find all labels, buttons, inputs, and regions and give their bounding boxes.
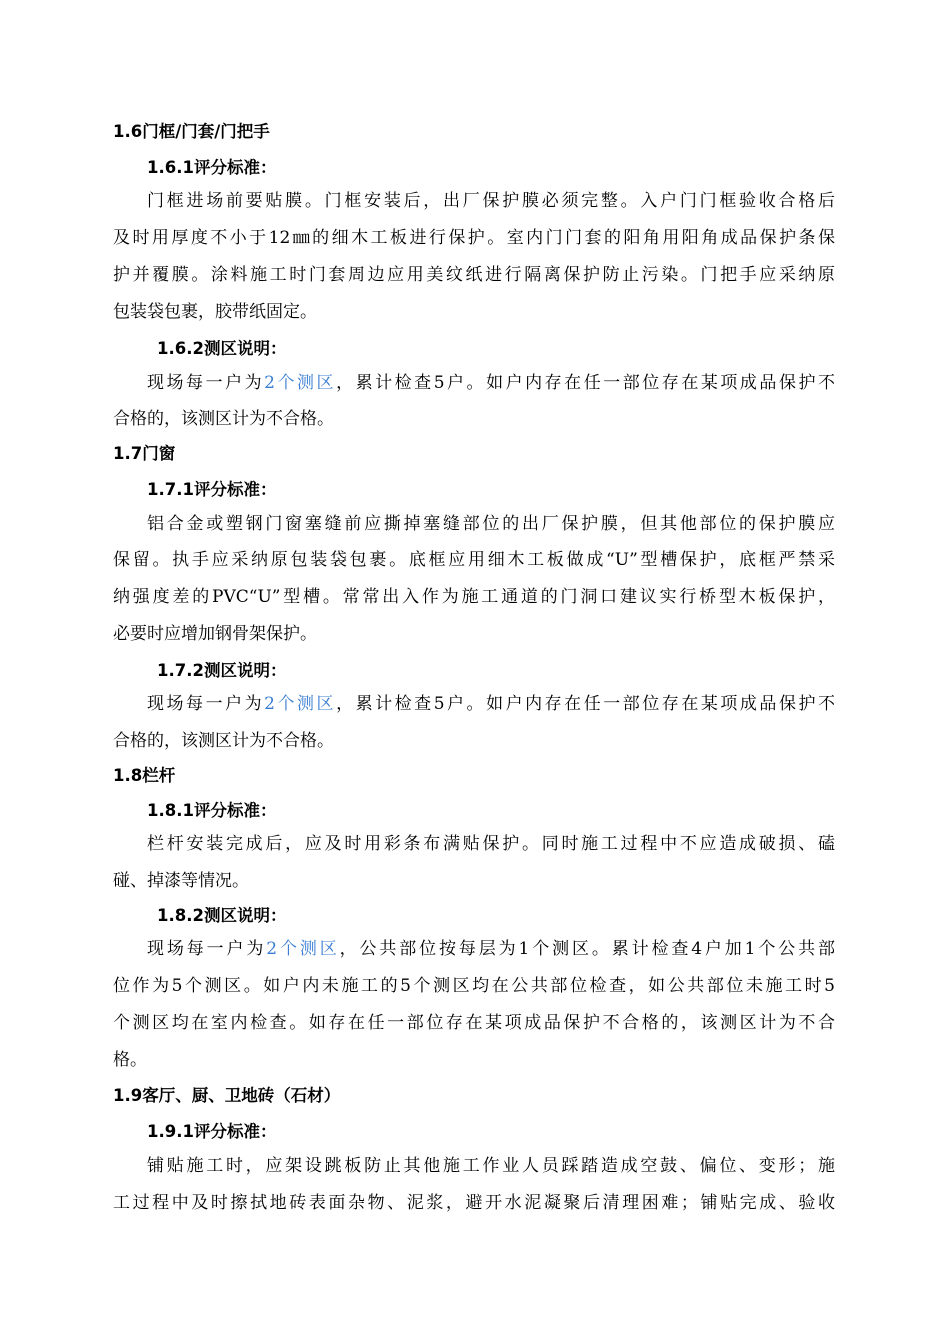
paragraph-line: 铺贴施工时，应架设跳板防止其他施工作业人员踩踏造成空鼓、偏位、变形；施: [147, 1156, 835, 1176]
test-area-link[interactable]: 2个测区: [266, 939, 340, 959]
section-heading-1-6: 1.6门框/门套/门把手: [113, 122, 270, 141]
subheading-1-8-1: 1.8.1评分标准：: [147, 801, 277, 820]
text-run: 现场每一户为: [147, 373, 265, 393]
paragraph-line: 合格的，该测区计为不合格。: [113, 409, 334, 429]
paragraph-line: 个测区均在室内检查。如存在任一部位存在某项成品保护不合格的，该测区计为不合: [113, 1013, 835, 1033]
paragraph-line: [147, 693, 835, 715]
section-heading-1-8: 1.8栏杆: [113, 766, 176, 785]
text-run: ，公共部位按每层为1个测区。累计检查4户加1个公共部: [339, 939, 835, 959]
subheading-1-8-2: 1.8.2测区说明：: [157, 906, 287, 925]
paragraph-line: 格。: [113, 1050, 147, 1070]
text-run: 现场每一户为: [147, 939, 267, 959]
test-area-link[interactable]: 2个测区: [264, 373, 337, 393]
text-run: ，累计检查5户。如户内存在任一部位存在某项成品保护不: [336, 694, 835, 714]
section-heading-1-9: 1.9客厅、厨、卫地砖（石材）: [113, 1086, 341, 1105]
paragraph-line: 铝合金或塑钢门窗塞缝前应撕掉塞缝部位的出厂保护膜，但其他部位的保护膜应: [147, 514, 835, 534]
subheading-1-9-1: 1.9.1评分标准：: [147, 1122, 277, 1141]
subheading-1-7-2: 1.7.2测区说明：: [157, 661, 287, 680]
test-area-link[interactable]: 2个测区: [264, 694, 337, 714]
paragraph-line: 护并覆膜。涂料施工时门套周边应用美纹纸进行隔离保护防止污染。门把手应采纳原: [113, 265, 835, 285]
paragraph-line: 栏杆安装完成后，应及时用彩条布满贴保护。同时施工过程中不应造成破损、磕: [147, 834, 835, 854]
text-run: ，累计检查5户。如户内存在任一部位存在某项成品保护不: [336, 373, 835, 393]
subheading-1-6-1: 1.6.1评分标准：: [147, 158, 277, 177]
subheading-1-6-2: 1.6.2测区说明：: [157, 339, 287, 358]
paragraph-line: 碰、掉漆等情况。: [113, 871, 249, 891]
paragraph-line: 包装袋包裹，胶带纸固定。: [113, 302, 317, 322]
paragraph-line: 必要时应增加钢骨架保护。: [113, 624, 317, 644]
paragraph-line: 纳强度差的PVC“U”型槽。常常出入作为施工通道的门洞口建议实行桥型木板保护，: [113, 587, 835, 607]
paragraph-line: [147, 372, 835, 394]
paragraph-line: 工过程中及时擦拭地砖表面杂物、泥浆，避开水泥凝聚后清理困难；铺贴完成、验收: [113, 1193, 835, 1213]
paragraph-line: [147, 938, 835, 960]
section-heading-1-7: 1.7门窗: [113, 444, 176, 463]
subheading-1-7-1: 1.7.1评分标准：: [147, 480, 277, 499]
text-run: 现场每一户为: [147, 694, 265, 714]
paragraph-line: 位作为5个测区。如户内未施工的5个测区均在公共部位检查，如公共部位未施工时5: [113, 976, 835, 996]
paragraph-line: 保留。执手应采纳原包装袋包裹。底框应用细木工板做成“U”型槽保护，底框严禁采: [113, 550, 835, 570]
paragraph-line: 门框进场前要贴膜。门框安装后，出厂保护膜必须完整。入户门门框验收合格后: [147, 191, 835, 211]
paragraph-line: 及时用厚度不小于12㎜的细木工板进行保护。室内门门套的阳角用阳角成品保护条保: [113, 228, 835, 248]
paragraph-line: 合格的，该测区计为不合格。: [113, 731, 334, 751]
